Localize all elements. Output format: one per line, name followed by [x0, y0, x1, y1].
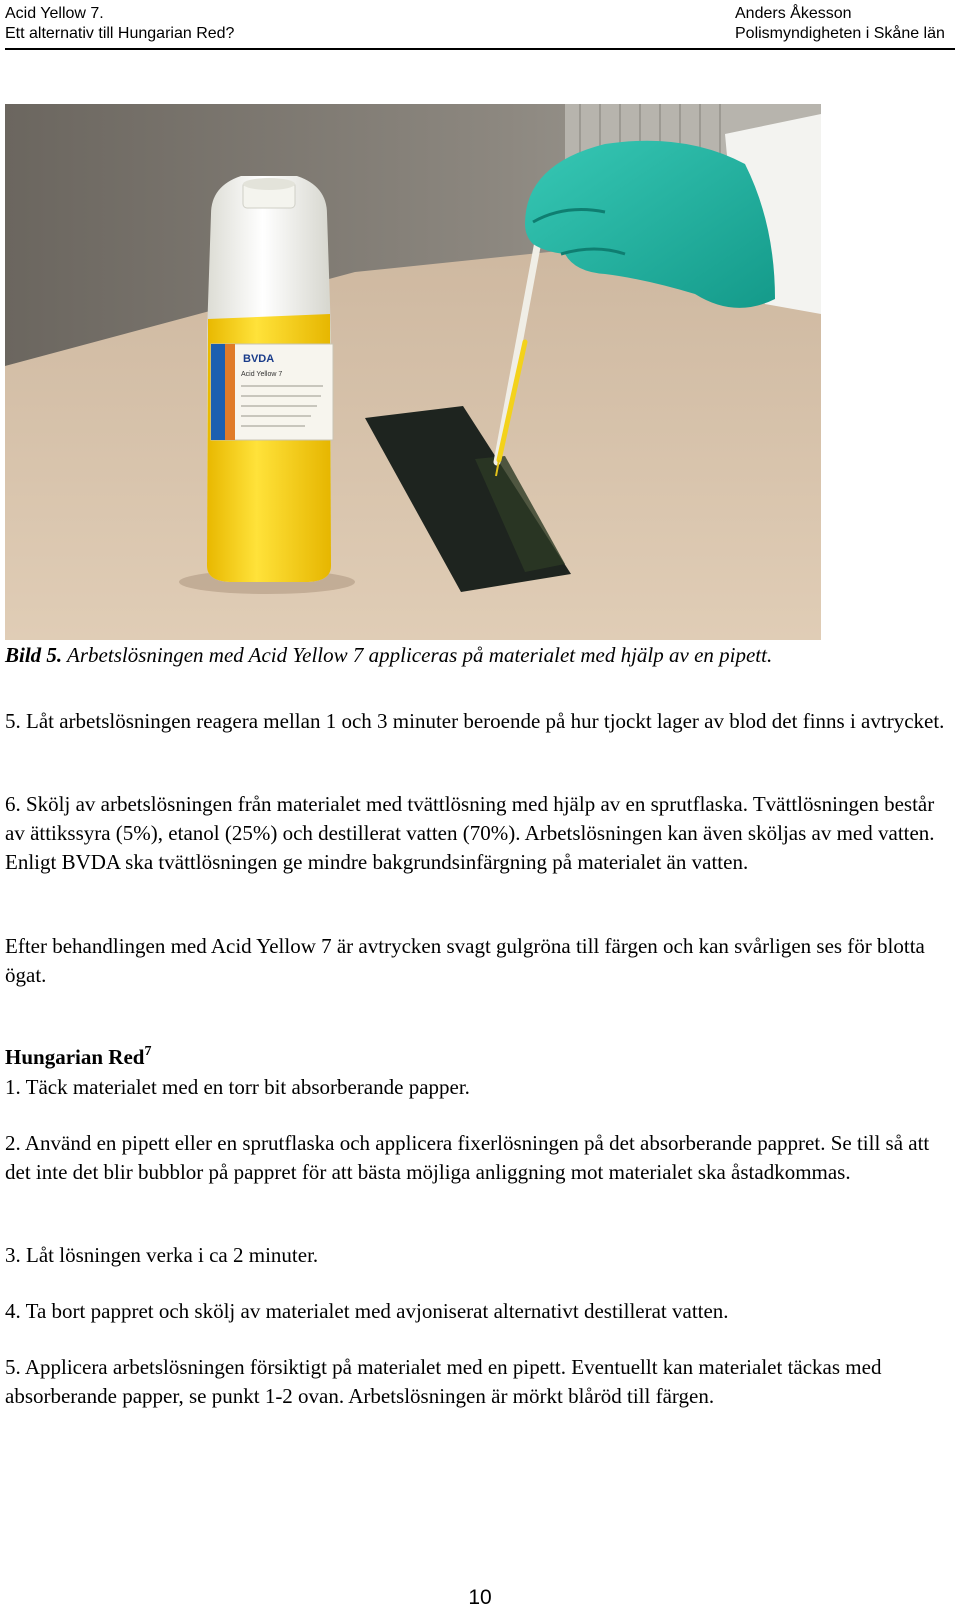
hungarian-step-3: 3. Låt lösningen verka i ca 2 minuter. [5, 1243, 319, 1267]
photo-illustration [5, 104, 821, 640]
header-author [735, 4, 945, 44]
hungarian-step-1: 1. Täck materialet med en torr bit absorberande papper. [5, 1075, 470, 1099]
header-title-line2: Ett alternativ till Hungarian Red? [5, 25, 235, 42]
header-document-title [5, 4, 234, 44]
step-5-paragraph: 5. Låt arbetslösningen reagera mellan 1 och 3 minuter beroende på hur tjockt lager av blod det finns i avtrycket. [5, 709, 945, 733]
bottle-label-brand: BVDA [243, 353, 275, 365]
hungarian-step-2: 2. Använd en pipett eller en sprutflaska och applicera fixerlösningen på det absorberande pappret. Se till så att det inte det blir bubblor på pappret för att bästa möjliga anliggning mot materialet ska åstadkommas. [5, 1131, 930, 1184]
header-title-line1: Acid Yellow 7. [5, 5, 104, 22]
bottle-label-product: Acid Yellow 7 [241, 371, 283, 378]
page-number: 10 [468, 1586, 492, 1609]
page-header [5, 2, 955, 50]
section-heading-text: Hungarian Red [5, 1045, 145, 1069]
header-author-org: Polismyndigheten i Skåne län [735, 25, 945, 42]
caption-text: Arbetslösningen med Acid Yellow 7 appliceras på materialet med hjälp av en pipett. [62, 643, 773, 667]
result-paragraph: Efter behandlingen med Acid Yellow 7 är avtrycken svagt gulgröna till färgen och kan svårligen ses för blotta ögat. [5, 934, 925, 987]
figure-photo [5, 104, 821, 640]
header-author-name: Anders Åkesson [735, 5, 852, 22]
hungarian-step-5: 5. Applicera arbetslösningen försiktigt på materialet med en pipett. Eventuellt kan materialet täckas med absorberande papper, se punkt 1-2 ovan. Arbetslösningen är mörkt blåröd till färgen. [5, 1355, 882, 1408]
figure-caption [5, 641, 955, 670]
section-heading-hungarian-red [5, 1043, 955, 1072]
caption-label: Bild 5. [5, 643, 63, 667]
footnote-marker: 7 [144, 1044, 152, 1059]
step-6-paragraph: 6. Skölj av arbetslösningen från materialet med tvättlösning med hjälp av en sprutflaska. Tvättlösningen består av ättikssyra (5%), etanol (25%) och destillerat vatten (70%). Arbetslösningen kan även sköljas av med vatten. Enligt BVDA ska tvättlösningen ge mindre bakgrundsinfärgning på materialet än vatten. [5, 792, 935, 874]
hungarian-step-4: 4. Ta bort pappret och skölj av materialet med avjoniserat alternativt destillerat vatten. [5, 1299, 729, 1323]
